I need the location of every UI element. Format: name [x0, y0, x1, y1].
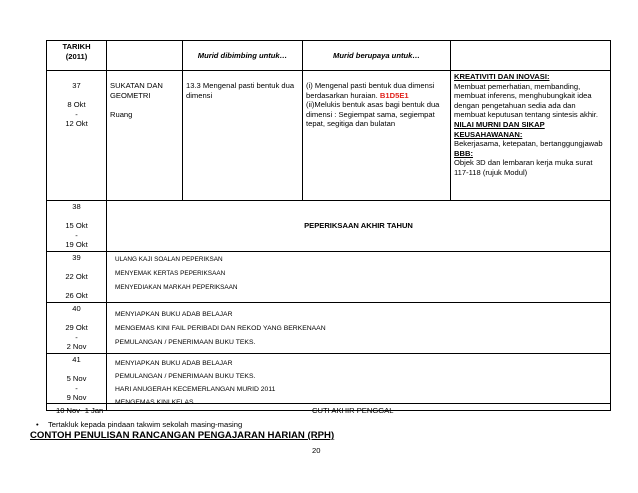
- date-dash: -: [75, 383, 78, 393]
- nilai-text: Bekerjasama, ketepatan, bertanggungjawab: [454, 139, 603, 149]
- activity-item: MENGEMAS KINI KELAS: [115, 398, 194, 406]
- table-row-week-38: [47, 201, 611, 252]
- bbb-text: Objek 3D dan lembaran kerja muka surat 117-118 (rujuk Modul): [454, 158, 593, 177]
- date-from: 22 Okt: [65, 272, 88, 282]
- note-text: Tertakluk kepada pindaan takwim sekolah masing-masing: [48, 420, 243, 429]
- week-number: 37: [72, 81, 81, 90]
- activity-item: PEMULANGAN / PENERIMAAN BUKU TEKS.: [115, 372, 256, 380]
- week-number: 38: [72, 202, 81, 211]
- exam-cell: [107, 201, 611, 252]
- table-row-week-41: [47, 353, 611, 410]
- schedule-note: [36, 420, 242, 429]
- able-text-1: (i) Mengenal pasti bentuk dua dimensi berdasarkan huraian. B1D5E1: [306, 81, 435, 100]
- topic-cell: [107, 71, 183, 201]
- activities-cell: [107, 302, 611, 353]
- header-guided-label: Murid dibimbing untuk…: [197, 50, 288, 60]
- guided-cell: [183, 71, 303, 201]
- activity-item: MENGEMAS KINI FAIL PERIBADI DAN REKOD YANG BERKENAAN: [115, 324, 326, 332]
- able-text-2: (ii)Melukis bentuk asas bagi bentuk dua dimensi : Segiempat sama, segiempat tepat, segitiga dan bulatan: [306, 100, 440, 129]
- kreativiti-heading: KREATIVITI DAN INOVASI:: [454, 72, 550, 81]
- week-cell: [47, 71, 107, 201]
- activities-cell: [107, 251, 611, 302]
- table-row-week-37: [47, 71, 611, 201]
- header-able-label: Murid berupaya untuk…: [333, 50, 420, 60]
- activity-item: MENYIAPKAN BUKU ADAB BELAJAR: [115, 359, 233, 367]
- bbb-heading: BBB:: [454, 148, 473, 158]
- week-number: 41: [72, 354, 81, 364]
- kreativiti-text: Membuat pemerhatian, membanding, membuat inferens, menghubungkait idea dengan pengetahuan sedia ada dan membuat keputusan tentang sintesis akhir.: [454, 81, 598, 120]
- header-date-cell: [47, 41, 107, 71]
- week-cell: [47, 201, 107, 252]
- activity-item: PEMULANGAN / PENERIMAAN BUKU TEKS.: [115, 338, 256, 346]
- date-to: 12 Okt: [65, 119, 88, 129]
- week-cell: [47, 251, 107, 302]
- holiday-date-range: 10 Nov- 1 Jan: [56, 406, 104, 415]
- holiday-row: [46, 403, 610, 417]
- holiday-label: CUTI AKHIR PENGGAL: [312, 406, 394, 415]
- date-to: 9 Nov: [66, 393, 87, 403]
- topic-text: SUKATAN DAN GEOMETRI: [110, 81, 163, 100]
- date-dash: -: [75, 332, 78, 342]
- header-empty-cell-2: [451, 41, 611, 71]
- table-header-row: [47, 41, 611, 71]
- date-from: 5 Nov: [66, 374, 87, 384]
- activity-item: HARI ANUGERAH KECEMERLANGAN MURID 2011: [115, 385, 276, 393]
- header-guided-cell: [183, 41, 303, 71]
- bullet-icon: •: [36, 420, 39, 429]
- activity-item: MENYIAPKAN BUKU ADAB BELAJAR: [115, 310, 233, 318]
- page-number: 20: [312, 446, 321, 455]
- header-date-label: TARIKH: [62, 42, 91, 51]
- section-title: CONTOH PENULISAN RANCANGAN PENGAJARAN HARIAN (RPH): [30, 430, 335, 441]
- date-dash: -: [75, 230, 78, 240]
- date-from: 29 Okt: [65, 323, 88, 333]
- date-to: 2 Nov: [66, 342, 87, 352]
- schedule-table: [46, 40, 611, 411]
- date-to: 26 Okt: [65, 291, 88, 301]
- exam-label: PEPERIKSAAN AKHIR TAHUN: [304, 221, 413, 231]
- nilai-heading: NILAI MURNI DAN SIKAP KEUSAHAWANAN:: [454, 119, 545, 139]
- table-row-week-40: [47, 302, 611, 353]
- week-number: 39: [72, 252, 81, 262]
- date-dash: -: [75, 109, 78, 119]
- table-row-week-39: [47, 251, 611, 302]
- week-number: 40: [72, 303, 81, 313]
- activities-cell: [107, 353, 611, 410]
- date-from: 15 Okt: [65, 221, 88, 231]
- notes-cell: [451, 71, 611, 201]
- activity-item: MENYEMAK KERTAS PEPERIKSAAN: [115, 269, 226, 277]
- guided-text: 13.3 Mengenal pasti bentuk dua dimensi: [186, 81, 295, 100]
- activity-item: ULANG KAJI SOALAN PEPERIKSAN: [115, 255, 223, 263]
- header-empty-cell: [107, 41, 183, 71]
- header-year-label: (2011): [65, 51, 88, 61]
- header-able-cell: [303, 41, 451, 71]
- subtopic-text: Ruang: [110, 110, 133, 120]
- able-cell: [303, 71, 451, 201]
- able-code: B1D5E1: [379, 90, 409, 100]
- activity-item: MENYEDIAKAN MARKAH PEPERIKSAAN: [115, 283, 238, 291]
- date-from: 8 Okt: [67, 100, 86, 110]
- week-cell: [47, 353, 107, 410]
- date-to: 19 Okt: [65, 240, 88, 250]
- week-cell: [47, 302, 107, 353]
